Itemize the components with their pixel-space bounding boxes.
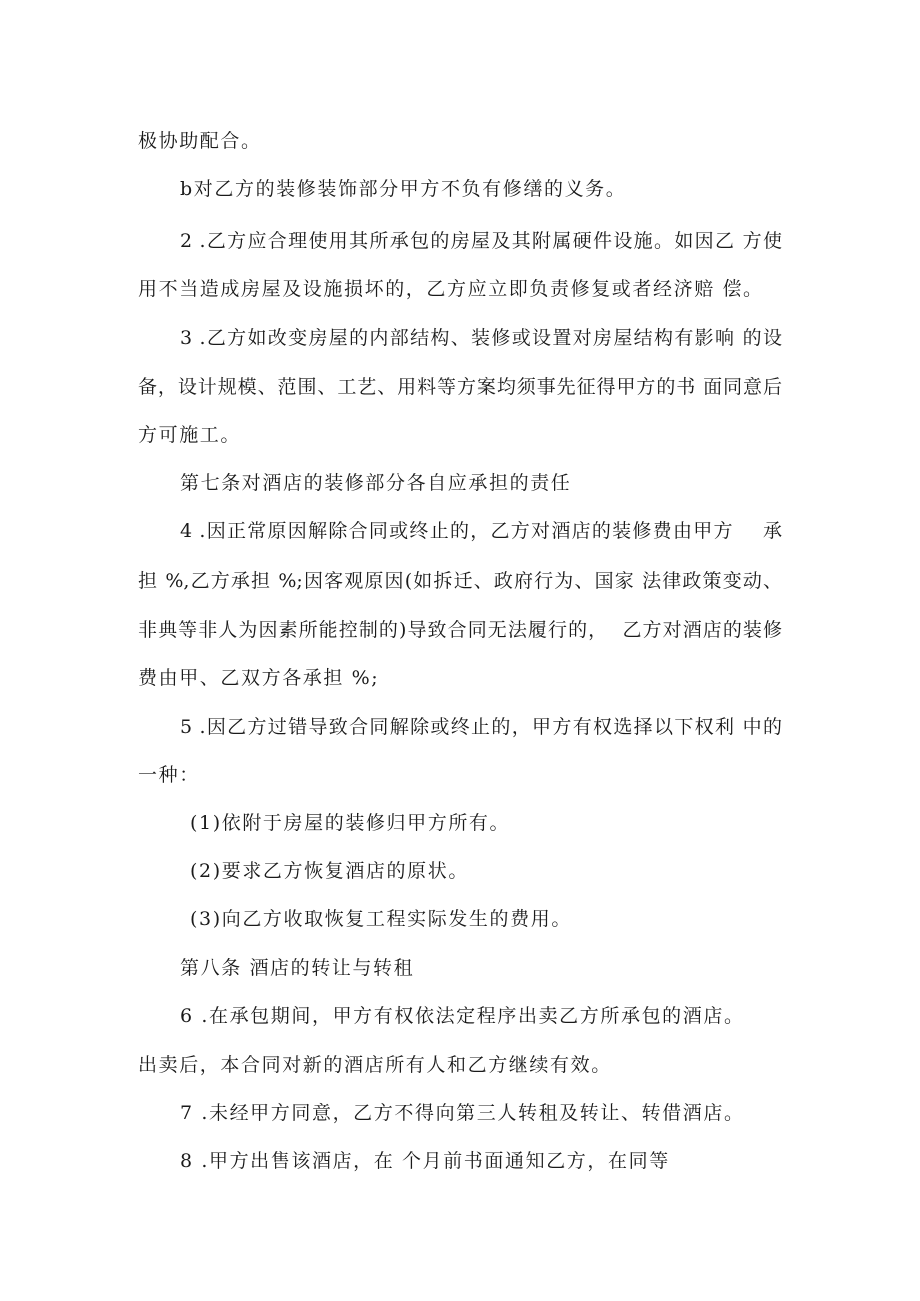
text-line-2: b对乙方的装修装饰部分甲方不负有修缮的义务。 [180,178,627,200]
list-item-2: (2)要求乙方恢复酒店的原状。 [190,860,469,882]
list-item-3: (3)向乙方收取恢复工程实际发生的费用。 [190,908,572,930]
text-line-13: 5 .因乙方过错导致合同解除或终止的，甲方有权选择以下权利 中的 [180,716,782,738]
text-line-1: 极协助配合。 [138,130,262,152]
text-line-14: 一种： [138,764,200,786]
section-heading-8: 第八条 酒店的转让与转租 [180,957,415,979]
text-line-9: 4 .因正常原因解除合同或终止的，乙方对酒店的装修费由甲方 承 [180,520,782,542]
text-line-6: 备，设计规模、范围、工艺、用料等方案均须事先征得甲方的书 面同意后 [138,376,782,398]
text-line-7: 方可施工。 [138,424,242,446]
text-line-4: 用不当造成房屋及设施损坏的，乙方应立即负责修复或者经济赔 偿。 [138,278,764,300]
text-line-10: 担 %,乙方承担 %;因客观原因(如拆迁、政府行为、国家 法律政策变动、 [138,570,782,592]
text-line-12: 费由甲、乙双方各承担 %; [138,667,380,689]
text-line-3: 2 .乙方应合理使用其所承包的房屋及其附属硬件设施。如因乙 方使 [180,230,782,252]
section-heading-7: 第七条对酒店的装修部分各自应承担的责任 [180,472,572,494]
list-item-1: (1)依附于房屋的装修归甲方所有。 [190,812,511,834]
text-line-11: 非典等非人为因素所能控制的)导致合同无法履行的， 乙方对酒店的装修 [138,619,782,641]
text-line-22: 8 .甲方出售该酒店，在 个月前书面通知乙方，在同等 [180,1150,670,1172]
text-line-5: 3 .乙方如改变房屋的内部结构、装修或设置对房屋结构有影响 的设 [180,327,782,349]
text-line-20: 出卖后，本合同对新的酒店所有人和乙方继续有效。 [138,1054,612,1076]
text-line-19: 6 .在承包期间，甲方有权依法定程序出卖乙方所承包的酒店。 [180,1005,745,1027]
text-line-21: 7 .未经甲方同意，乙方不得向第三人转租及转让、转借酒店。 [180,1102,745,1124]
